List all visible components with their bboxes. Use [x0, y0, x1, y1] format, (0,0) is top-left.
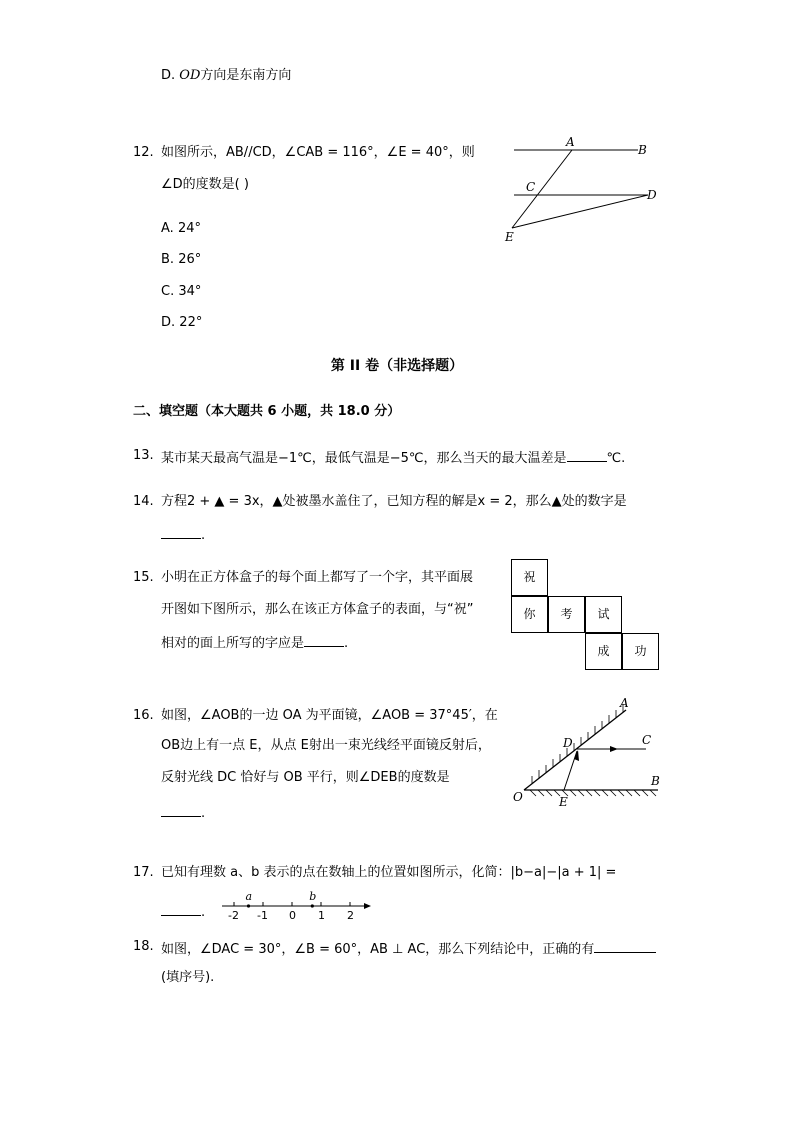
- point-a-label: a: [245, 890, 253, 903]
- point-b-dot: [311, 904, 314, 907]
- net-cell-shi: 试: [585, 596, 622, 633]
- answer-blank[interactable]: [161, 901, 201, 916]
- net-cell-cheng: 成: [585, 633, 622, 670]
- label-e: E: [505, 230, 514, 244]
- arrow-dc: [610, 746, 618, 752]
- label-a: A: [566, 135, 575, 149]
- net-cell-ni: 你: [511, 596, 548, 633]
- q14-number: 14.: [133, 494, 154, 509]
- label-e: E: [559, 795, 568, 809]
- hatching-ob: [530, 790, 656, 796]
- point-b-label: b: [309, 890, 317, 903]
- q16-line2: OB边上有一点 E，从点 E射出一束光线经平面镜反射后，: [161, 738, 491, 753]
- label-b: B: [638, 143, 647, 157]
- q12-option-b: B. 26°: [161, 252, 202, 267]
- line-ed: [512, 195, 648, 228]
- q12-number: 12.: [133, 145, 154, 160]
- label-b: B: [651, 774, 660, 788]
- label-d: D: [647, 188, 657, 202]
- q14-answer-line: .: [161, 524, 205, 545]
- hatching-oa: [532, 704, 623, 784]
- net-cell-zhu: 祝: [511, 559, 548, 596]
- answer-blank[interactable]: [594, 938, 656, 953]
- q13-text: 某市某天最高气温是−1℃，最低气温是−5℃，那么当天的最大温差是 ℃.: [161, 447, 625, 468]
- q15-number: 15.: [133, 570, 154, 585]
- label-a: A: [620, 696, 629, 710]
- q16-line1: 如图，∠AOB的一边 OA 为平面镜，∠AOB = 37°45′，在: [161, 708, 498, 723]
- q16-answer-line: .: [161, 802, 205, 823]
- label-c: C: [526, 180, 536, 194]
- q12-option-a: A. 24°: [161, 221, 201, 236]
- q16-line3: 反射光线 DC 恰好与 OB 平行，则∠DEB的度数是: [161, 770, 450, 785]
- q17-text: 已知有理数 a、b 表示的点在数轴上的位置如图所示，化简：|b−a|−|a + 1| =: [161, 865, 617, 880]
- axis-tick-label: 1: [318, 909, 325, 922]
- answer-blank[interactable]: [567, 447, 607, 462]
- label-d: D: [563, 736, 573, 750]
- option-math: OD: [179, 68, 201, 83]
- q17-answer-line: .: [161, 901, 205, 922]
- q11-option-d: [161, 67, 291, 85]
- axis-arrow: [364, 903, 371, 909]
- axis-tick-label: 2: [347, 909, 354, 922]
- q18-line2: (填序号).: [161, 970, 215, 985]
- option-label: D.: [161, 68, 176, 83]
- q15-line3: 相对的面上所写的字应是 .: [161, 632, 348, 653]
- q13-number: 13.: [133, 448, 154, 463]
- q12-option-c: C. 34°: [161, 284, 202, 299]
- axis-tick-label: -1: [257, 909, 268, 922]
- axis-tick-label: 0: [289, 909, 296, 922]
- q12-figure: [500, 132, 670, 248]
- answer-blank[interactable]: [304, 632, 344, 647]
- part-title: 第 II 卷（非选择题）: [330, 358, 464, 374]
- number-line: [216, 888, 376, 922]
- label-o: O: [513, 790, 523, 804]
- q15-line2: 开图如下图所示，那么在该正方体盒子的表面，与“祝”: [161, 602, 474, 617]
- axis-ticks: [228, 902, 354, 922]
- q14-text: 方程2 + ▲ = 3x，▲处被墨水盖住了，已知方程的解是x = 2，那么▲处的数字是: [161, 494, 627, 509]
- q17-number: 17.: [133, 865, 154, 880]
- section-heading: 二、填空题（本大题共 6 小题，共 18.0 分）: [133, 404, 401, 419]
- q16-number: 16.: [133, 708, 154, 723]
- q12-text-line1: 如图所示，AB//CD，∠CAB = 116°，∠E = 40°，则: [161, 145, 475, 160]
- line-ae: [512, 150, 572, 228]
- q12-option-d: D. 22°: [161, 315, 203, 330]
- q16-figure: [506, 694, 671, 812]
- net-cell-gong: 功: [622, 633, 659, 670]
- q18-line1: 如图，∠DAC = 30°，∠B = 60°，AB ⊥ AC，那么下列结论中，正确的有: [161, 938, 656, 959]
- label-c: C: [642, 733, 652, 747]
- q12-text-line2: ∠D的度数是( ): [161, 177, 249, 192]
- axis-tick-label: -2: [228, 909, 239, 922]
- net-cell-kao: 考: [548, 596, 585, 633]
- answer-blank[interactable]: [161, 802, 201, 817]
- point-a-dot: [247, 904, 250, 907]
- q15-line1: 小明在正方体盒子的每个面上都写了一个字，其平面展: [161, 570, 474, 585]
- answer-blank[interactable]: [161, 524, 201, 539]
- option-text: 方向是东南方向: [200, 68, 292, 83]
- q18-number: 18.: [133, 939, 154, 954]
